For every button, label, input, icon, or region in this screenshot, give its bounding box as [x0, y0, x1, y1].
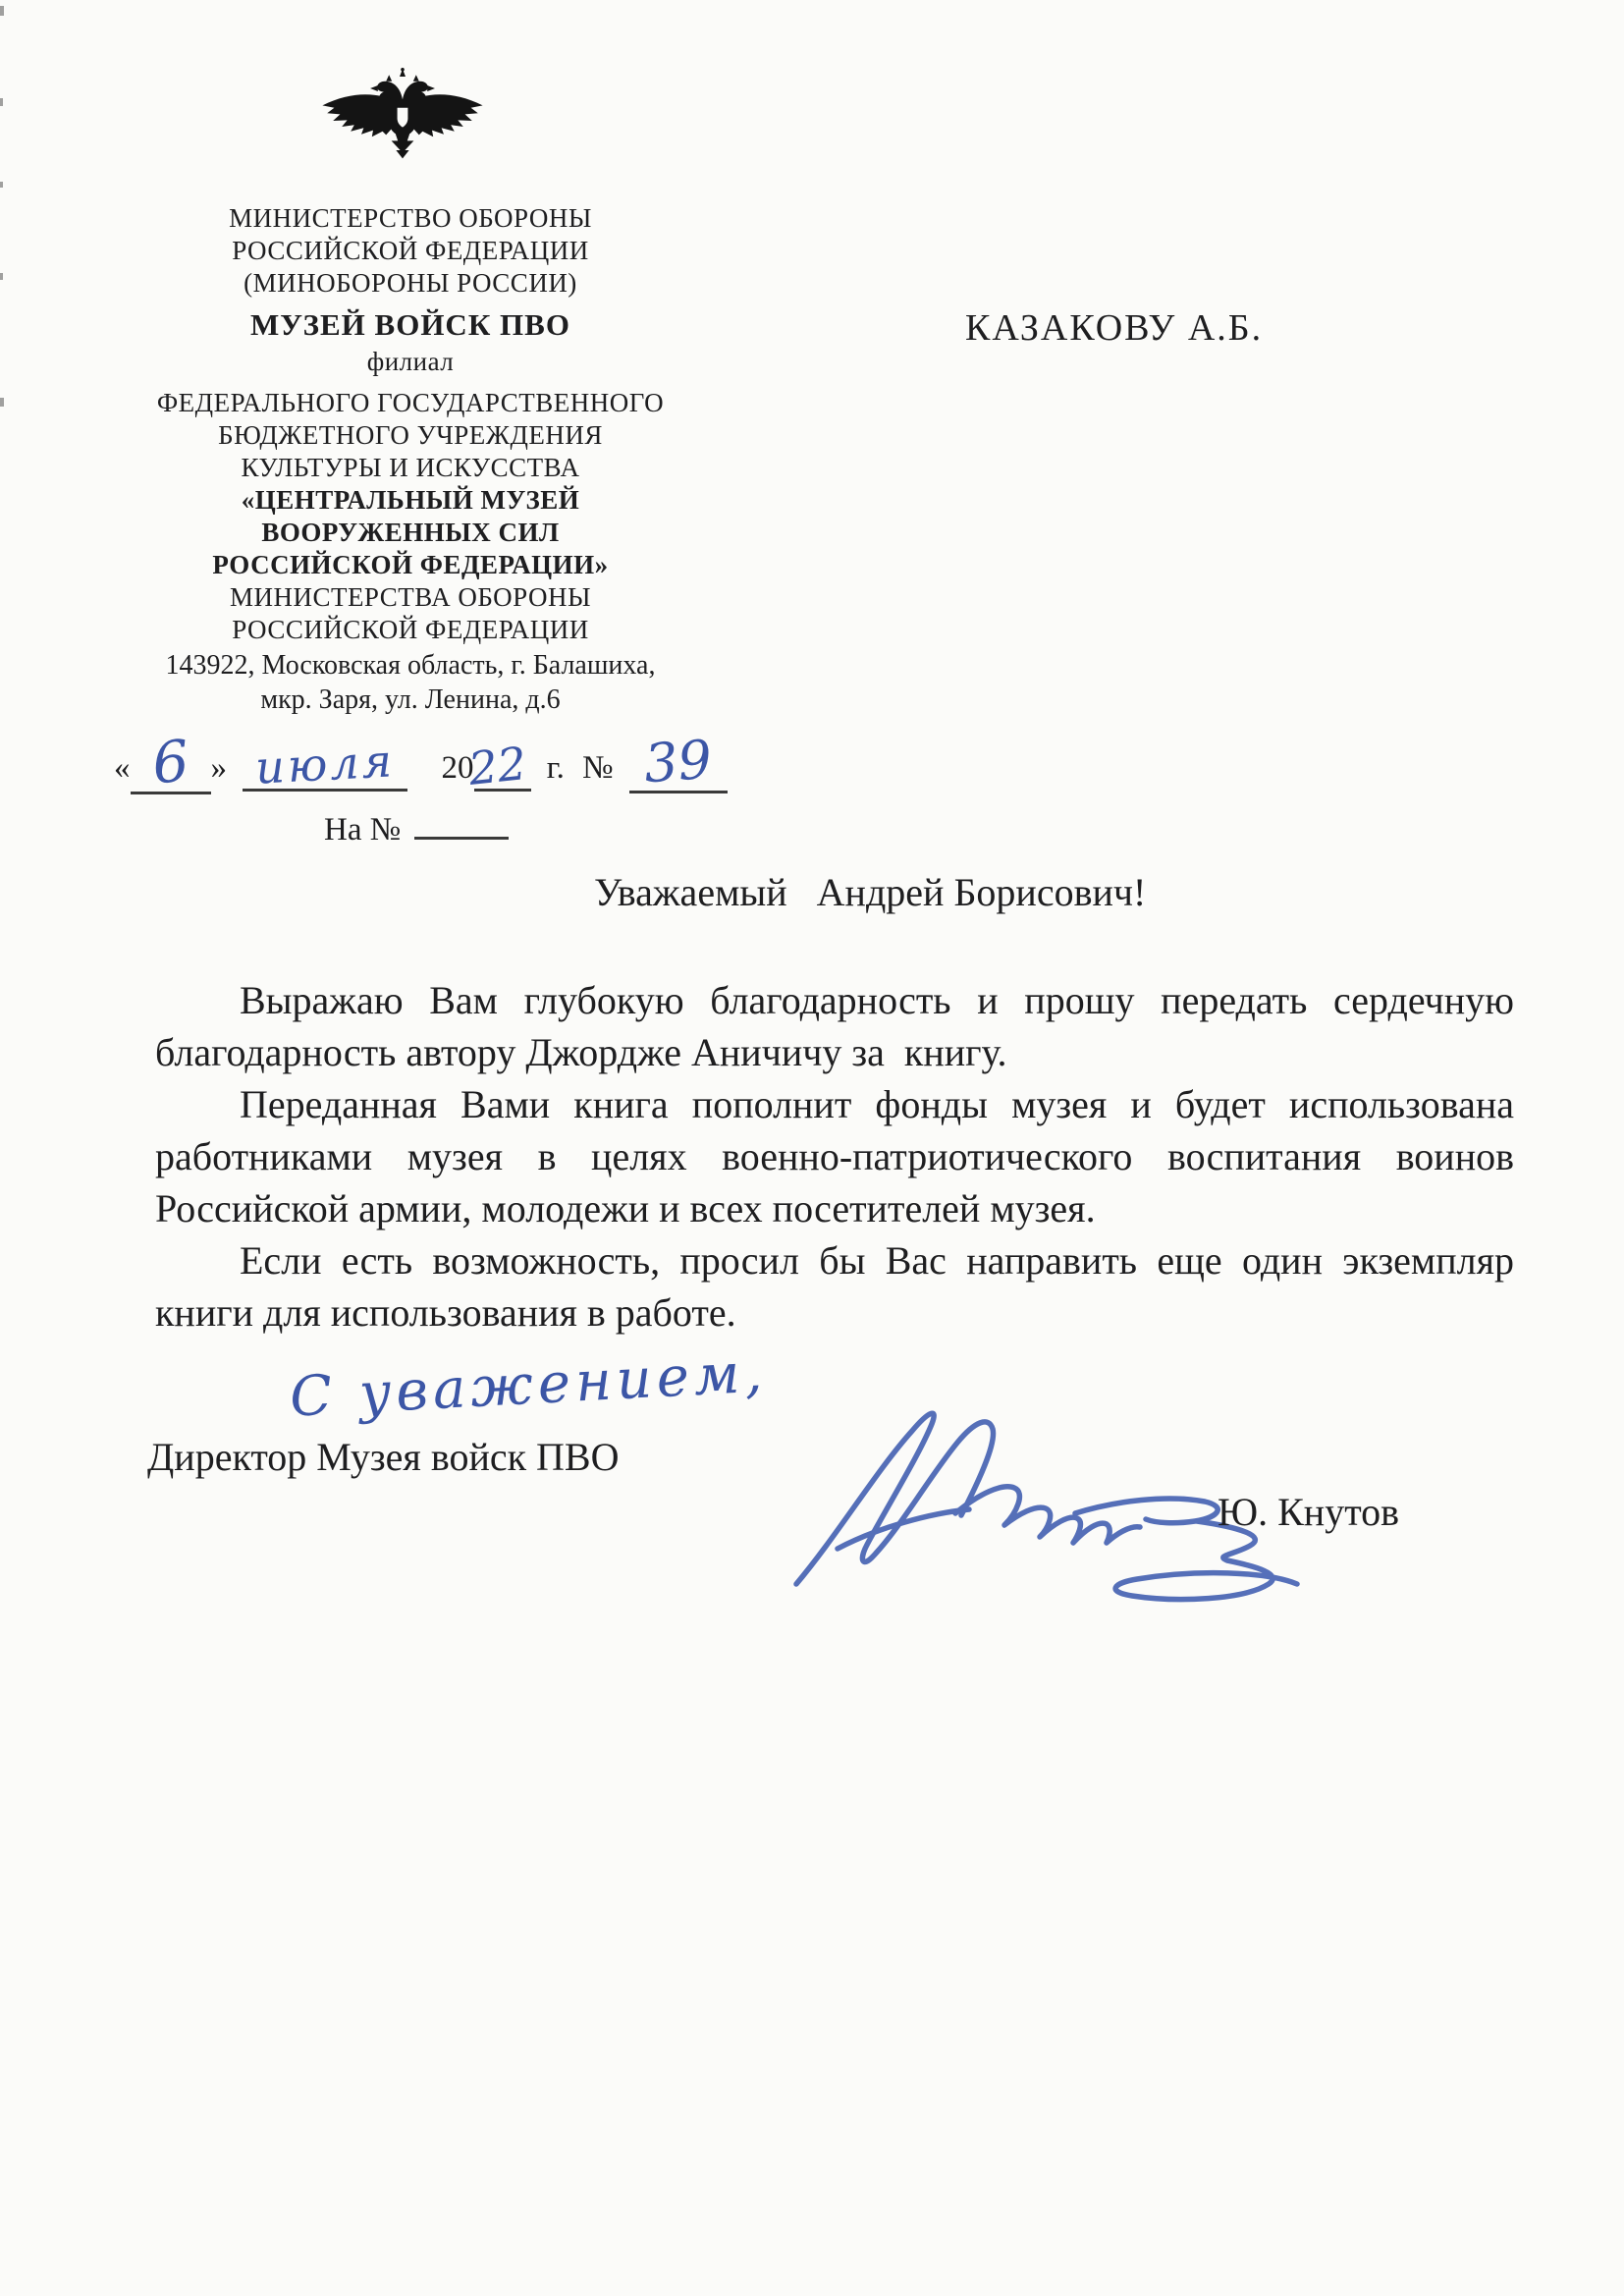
- paragraph: Переданная Вами книга пополнит фонды музея и будет использована работниками музея в целях военно-патриотического воспитания воинов Российской армии, молодежи и всех посетителей музея.: [155, 1082, 1524, 1230]
- letterhead-line: РОССИЙСКОЙ ФЕДЕРАЦИИ: [232, 236, 589, 265]
- year-blank: [465, 736, 531, 795]
- scan-artifact: [0, 98, 3, 106]
- recipient-name: КАЗАКОВУ А.Б.: [965, 307, 1264, 349]
- salutation: Уважаемый Андрей Борисович!: [594, 870, 1147, 914]
- paragraph: Выражаю Вам глубокую благодарность и прошу передать сердечную благодарность автору Джордже Аничичу за книгу.: [155, 978, 1524, 1074]
- address-line-1: 143922, Московская область, г. Балашиха,: [165, 650, 656, 681]
- close-quote: »: [210, 750, 227, 786]
- scan-artifact: [0, 273, 3, 280]
- scan-artifact: [0, 6, 4, 16]
- date-line: [114, 725, 728, 797]
- letterhead-line: МИНИСТЕРСТВА ОБОРОНЫ: [229, 582, 592, 612]
- letterhead-line: МИНИСТЕРСТВО ОБОРОНЫ: [229, 203, 592, 233]
- handwritten-month: июля: [254, 734, 397, 794]
- signer-name: Ю. Кнутов: [1218, 1490, 1400, 1534]
- number-label: №: [582, 750, 614, 786]
- address-line-2: мкр. Заря, ул. Ленина, д.6: [260, 684, 561, 715]
- reference-label: На №: [324, 812, 402, 847]
- letterhead-line: «ЦЕНТРАЛЬНЫЙ МУЗЕЙ: [241, 485, 580, 515]
- handwritten-number: 39: [642, 728, 715, 795]
- day-blank: [131, 725, 211, 797]
- museum-name: МУЗЕЙ ВОЙСК ПВО: [250, 307, 570, 342]
- letter-body: [155, 974, 1524, 1339]
- letterhead: [116, 202, 705, 646]
- letterhead-line: РОССИЙСКОЙ ФЕДЕРАЦИИ: [232, 615, 589, 644]
- letterhead-line: КУЛЬТУРЫ И ИСКУССТВА: [241, 453, 580, 482]
- handwritten-day: 6: [149, 727, 192, 797]
- open-quote: «: [114, 750, 131, 786]
- letterhead-line: РОССИЙСКОЙ ФЕДЕРАЦИИ»: [212, 550, 609, 579]
- reference-blank: [414, 803, 509, 840]
- handwritten-closing: С уважением,: [288, 1340, 769, 1430]
- letterhead-address: [116, 648, 705, 717]
- handwritten-year: 22: [465, 737, 529, 795]
- reference-line: [324, 803, 509, 848]
- number-blank: [629, 729, 728, 793]
- scan-artifact: [0, 398, 4, 407]
- signer-title: Директор Музея войск ПВО: [147, 1435, 620, 1479]
- letterhead-line: ФЕДЕРАЛЬНОГО ГОСУДАРСТВЕННОГО: [156, 388, 665, 417]
- letterhead-line: филиал: [366, 347, 455, 376]
- year-prefix: 20: [441, 750, 474, 786]
- letterhead-line: БЮДЖЕТНОГО УЧРЕЖДЕНИЯ: [218, 420, 603, 450]
- month-blank: [243, 736, 407, 792]
- letterhead-line: (МИНОБОРОНЫ РОССИИ): [244, 268, 577, 298]
- year-label: г.: [546, 750, 565, 786]
- paragraph: Если есть возможность, просил бы Вас направить еще один экземпляр книги для использования в работе.: [155, 1238, 1524, 1335]
- scan-artifact: [0, 182, 3, 188]
- double-headed-eagle-emblem: [314, 49, 491, 187]
- letterhead-line: ВООРУЖЕННЫХ СИЛ: [261, 518, 560, 547]
